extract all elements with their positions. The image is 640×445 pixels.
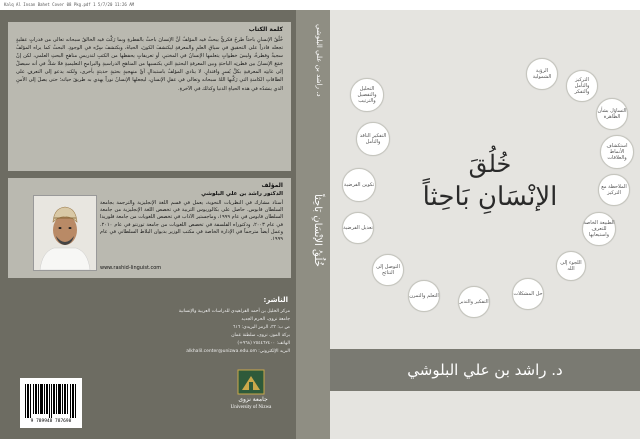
concept-circle [598, 174, 630, 206]
publisher-line: جامعة نزوى، الحرم الجديد [241, 317, 290, 322]
concept-circle [356, 122, 390, 156]
pdf-header-text: Kalq Al Insan Bahet Cover 08 Pkg.pdf 1 5/7/20 11:26 AM [4, 2, 135, 7]
university-name-en: University of Nizwa [230, 405, 272, 410]
book-word-text: خُلُقُ الإنسانِ باحثاً طرحٌ فكريٌّ يبحثُ فيه المؤلفُ أنَّ الإنسانَ باحثٌ بالفطرةِ وبما رَكَّبَ فيه الخالقُ سبحانه تعالى من قدراتٍ عقليةٍ تجعله قادراً على التحقيقِ في سياقِ العلمِ والمعرفةِ ليكتشفَ الكونَ، الحياةَ، ويكتشفَ سِرَّه في الوجودِ. البحثُ كما يراه المؤلفُ سجيةٌ وفطرةٌ، وليسَ خطواتٍ يتعلمها الإنسانُ في المختبرِ، أو تعريفاتٍ يحفظها من الكتبِ لتدريسِ مناهجِ البحثِ العلمي، لكن إنْ جَمَعَ الإنسانُ بين فطرتِه الباحثةِ وبين المعرفةِ البحثيةِ التي يكتسبها من المناهجِ الدراسيةِ والبرامجِ التعليميةِ فلا شكَّ في أنه سيصلُ إلى غايتِه المعرفيةِ بكلِّ يُسرٍ واقتدارٍ. لا ينادي المؤلفُ باستبدالِ أيِّ منهجيةٍ بحثيةٍ حديثةٍ بأخرى، ولكنه يدعو إلى التعرفِ على الطاقاتِ الكامنةِ التي رَكَّبها اللهُ سبحانه وتعالى في عقلِ الإنسانِ، ليجعلها الإنسانُ نوراً يهدي به طريقَ حياته؛ حتى يصلَ إلى الأمنِ الذي ينشدُه في هذه الحياةِ الدنيا وكذلك في الآخرةِ. [16, 37, 283, 92]
concept-label: التفكير الناقد والتأمل [359, 133, 387, 145]
barcode-number: 9 789948 787698 [30, 419, 72, 424]
concept-circle [526, 58, 558, 90]
front-author-name: د. راشد بن علي البلوشي [407, 361, 563, 379]
concept-label: التركيز والتأمل والتفكر [574, 77, 590, 95]
concept-label: التفكير والتدبر [459, 299, 489, 305]
author-photo [33, 195, 97, 271]
page-bottom-margin [0, 439, 640, 445]
publisher-line: مركز الخليل بن أحمد الفراهيدي للدراسات العربية والإنسانية [178, 309, 290, 314]
concept-circle [408, 280, 440, 312]
publisher-heading: الناشر: [263, 296, 288, 304]
concept-label: حل المشكلات [513, 291, 543, 297]
concept-circle [372, 254, 404, 286]
concept-label: اللجوء إلى الله [560, 260, 582, 272]
concept-label: الطبيعة الخاصة للتعرف واستيعابها [583, 220, 615, 238]
concept-label: استكشاف الأنماط والعلاقات [606, 143, 628, 161]
concept-circle [600, 135, 634, 169]
university-name-ar: جامعة نزوى [238, 396, 268, 403]
author-name-line: الدكتور راشد بن علي البلوشي [201, 191, 283, 197]
author-heading: المؤلف [261, 182, 283, 189]
front-title-line1: خُلُقَ [468, 150, 512, 178]
concept-label: تعديل الفرضية [343, 225, 373, 231]
book-word-heading: كلمة الكتاب [248, 26, 283, 33]
publisher-address [110, 308, 290, 356]
concept-circle [556, 251, 586, 281]
concept-circle [350, 78, 384, 112]
concept-label: الملاحظة مع التركيز [601, 184, 627, 196]
concept-circle [342, 168, 376, 202]
concept-circle [512, 278, 544, 310]
publisher-line: ص ب: ٣٣، الرمز البريدي: ٦١٦ [232, 325, 290, 330]
concept-circle [458, 286, 490, 318]
concept-label: التوصل إلى النتائج [376, 264, 400, 276]
spine-author: د. راشد بن علي البلوشي [315, 23, 323, 97]
concept-circle [582, 212, 616, 246]
concept-circle [596, 98, 628, 130]
concept-circle [342, 212, 374, 244]
isbn-barcode [20, 378, 82, 428]
pdf-print-header [0, 0, 640, 10]
concept-label: التعلم والتمرن [409, 293, 439, 299]
university-logo [168, 368, 280, 416]
spine-title: خُلُقُ الإنْسَانِ بَاحِثاً [312, 193, 323, 267]
concept-label: التحليل والتفصيل والترتيب [357, 86, 377, 104]
front-title-line2: الإنْسَانِ بَاحِثاً [422, 182, 558, 212]
concept-label: تكوين الفرضية [343, 182, 375, 188]
publisher-line: الهاتف: ٢٥٤٤٦٢٤٠٠ (٩٦٨+) [237, 341, 290, 346]
concept-label: الرؤية الشمولية [532, 68, 552, 80]
author-website[interactable]: www.rashid-linguist.com [100, 265, 162, 271]
concept-label: التساؤل بشأن الظاهرة [597, 108, 627, 120]
book-word-box [8, 22, 291, 171]
concept-circle [566, 70, 598, 102]
author-bio: أستاذ مشارك في النظريات النحوية، يعمل في قسم اللغة الإنجليزية والترجمة بجامعة السلطان قابوس. حاصل على بكالوريوس التربية في تخصص اللغة الإنجليزية من جامعة السلطان قابوس في عام ١٩٩٩، وماجستير الآداب في تخصص اللغويات من جامعة فلوريدا في عام ٢٠٠٣، ودكتوراه الفلسفة في تخصص اللغويات من جامعة تورنتو في عام ٢٠١٠. وعمل أيضاً مترجماً في الإدارة الخاصة في مكتب الوزير بديوان البلاط السلطاني في عام ١٩٩٩. [100, 200, 283, 243]
author-portrait-image [34, 196, 96, 270]
publisher-line: البريد الإلكتروني: alkhalil.center@unizwa.edu.om [186, 349, 290, 354]
publisher-line: بركة الموز، نزوى، سلطنة عمان [231, 333, 290, 338]
